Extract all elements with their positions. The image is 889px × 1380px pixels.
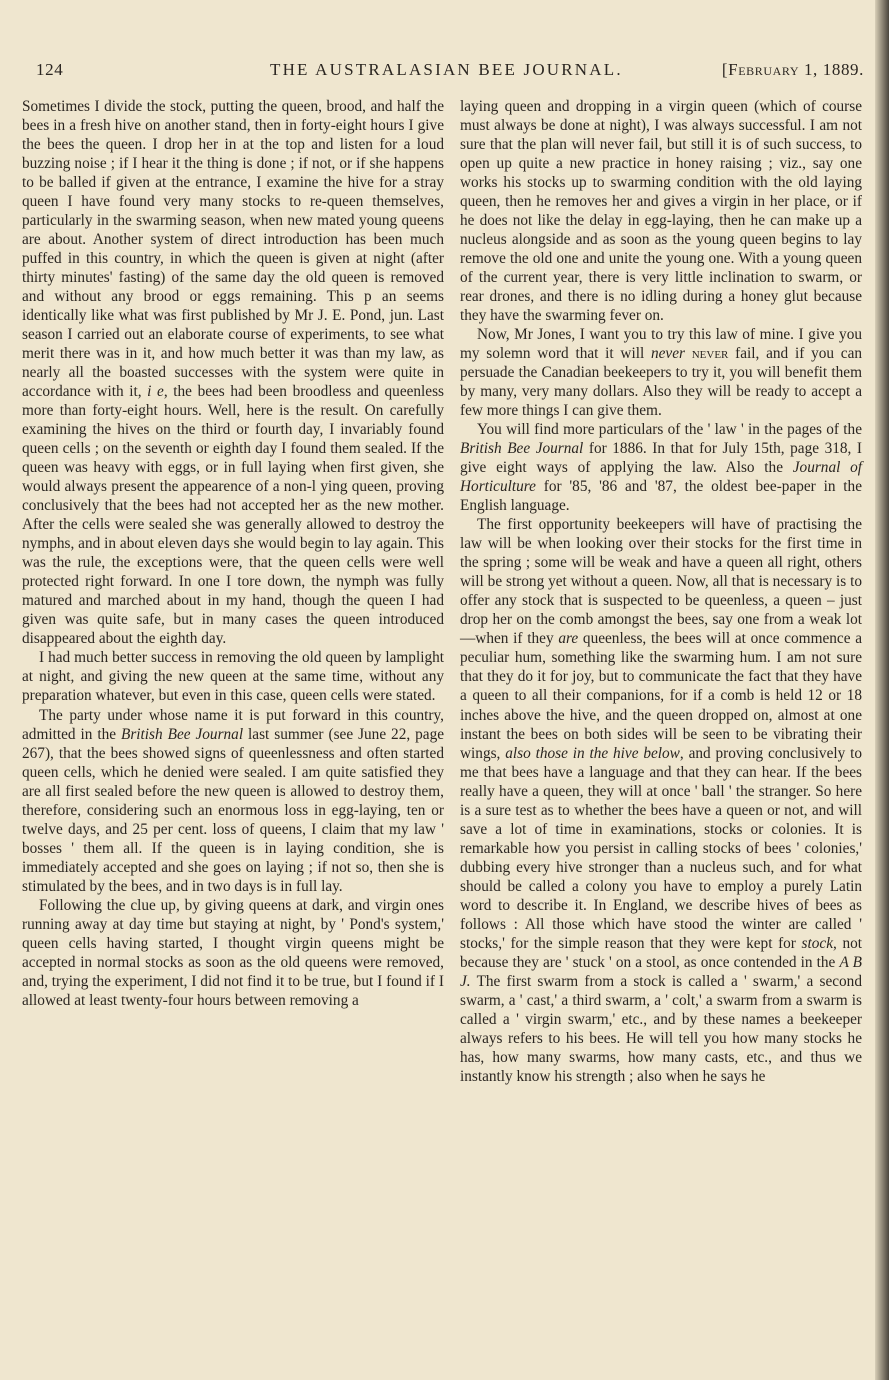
issue-date: [February 1, 1889. [721, 60, 864, 79]
paragraph: You will find more particulars of the ' law ' in the pages of the British Bee Journal for 1886. In that for July 15th, page 318, I give eight ways of applying the law. Also the Journal of Horticulture for '85, '86 and '87, the oldest bee-paper in the English language. [460, 421, 863, 515]
paragraph: I had much better success in removing the old queen by lamplight at night, and giving the new queen at the same time, without any preparation whatever, but even in this case, queen cells were stated. [22, 649, 444, 705]
page-edge-shadow [875, 0, 889, 1380]
running-header [36, 60, 866, 86]
paragraph: Sometimes I divide the stock, putting the queen, brood, and half the bees in a fresh hive on another stand, then in forty-eight hours I give the bees the queen. I drop her in at the top and listen for a loud buzzing noise ; if I hear it the thing is done ; if not, or if she happens to be balled if given at the entrance, I examine the hive for a stray queen I have found very many stocks to re-queen themselves, particularly in the swarming season, when new mated young queens are about. Another system of direct introduction has been much puffed in this country, in which the queen is given at night (after thirty minutes' fasting) of the same day the old queen is removed and without any brood or eggs remaining. This p an seems identically like what was first published by Mr J. E. Pond, jun. Last season I carried out an elaborate course of experiments, to see what merit there was in it, and how much better it was than my law, as nearly all the boasted successes with the system were quite in accordance with it, i e, the bees had been broodless and queenless more than forty-eight hours. Well, here is the result. On carefully examining the hives on the third or fourth day, I invariably found queen cells ; on the seventh or eighth day I found them sealed. If the queen was heavy with eggs, or in full laying when first given, she would always present the appearence of a non-l ying queen, proving conclusively that the bees had not accepted her as the new mother. After the cells were sealed she was generally allowed to destroy the nymphs, and in about eleven days she would begin to lay again. This was the rule, the exceptions were, that the queen cells were well protected right forward. In one I tore down, the nymph was fully matured and marched about in my hand, though the queen I had given was quite safe, but in many cases the queen introduced disappeared about the eighth day. [22, 98, 444, 648]
paragraph: laying queen and dropping in a virgin queen (which of course must always be done at night), I was always successful. I am not sure that the plan will never fail, but still it is of such success, to open up quite a new practice in honey raising ; viz., say one works his stocks up to swarming condition with the old laying queen, then he removes her and gives a virgin in her place, or if he does not like the delay in egg-laying, then he can make up a nucleus alongside and as soon as the young queen begins to lay remove the old one and unite the young one. With a young queen of the current year, there is very little inclination to swarm, or rear drones, and there is no idling during a honey glut because they have the swarming fever on. [460, 98, 862, 325]
paragraph: The first opportunity beekeepers will have of practising the law will be when looking over their stocks for the first time in the spring ; some will be weak and have a queen all right, others will be strong yet without a queen. Now, all that is necessary is to offer any stock that is suspected to be queenless, a queen – just drop her on the comb amongst the bees, say one from a weak lot—when if they are queenless, the bees will at once commence a peculiar hum, something like the swarming hum. I am not sure that they do it for joy, but to communicate the fact that they have a queen to all their companions, for if a comb is held 12 or 18 inches above the hive, and the queen dropped on, almost at one instant the bees on both sides will be seen to be vibrating their wings, also those in the hive below, and proving conclusively to me that bees have a language and that they can hear. If the bees really have a queen, they will at once ' ball ' the stranger. So here is a sure test as to whether the bees have a queen or not, and will save a lot of time in examinations, stocks or colonies. It is remarkable how you persist in calling stocks of bees ' colonies,' dubbing every hive stronger than a nucleus such, and for what should be called a colony you have to employ a purely Latin word to describe it. In England, we describe hives of bees as follows : All those which have stood the winter are called ' stocks,' for the simple reason that they were kept for stock, not because they are ' stuck ' on a stool, as once contended in the A B J. The first swarm from a stock is called a ' swarm,' a second swarm, a ' cast,' a third swarm, a ' colt,' a swarm from a swarm is called a ' virgin swarm,' etc., and by these names a beekeeper always refers to his bees. He will tell you how many stocks he has, how many swarms, how many casts, etc., and thus we instantly know his strength ; also when he says he [460, 516, 863, 1085]
right-column [460, 97, 862, 1086]
page-number: 124 [36, 60, 64, 79]
paragraph: The party under whose name it is put forward in this country, admitted in the British Bee Journal last summer (see June 22, page 267), that the bees showed signs of queenlessness and often started queen cells, which he denied were sealed. I am quite satisfied they are all first sealed before the new queen is allowed to destroy them, therefore, considering such an enormous loss in egg-laying, ten or twelve days, and 25 per cent. loss of queens, I claim that my law ' bosses ' them all. If the queen is in laying condition, she is immediately accepted and she goes on laying ; if not so, then she is stimulated by the bees, and in two days is in full lay. [22, 706, 445, 895]
paragraph: Now, Mr Jones, I want you to try this law of mine. I give you my solemn word that it will never never fail, and if you can persuade the Canadian beekeepers to try it, you will benefit them by many, very many dollars. Also they will be ready to accept a few more things I can give them. [460, 326, 863, 420]
paragraph: Following the clue up, by giving queens at dark, and virgin ones running away at day time but staying at night, by ' Pond's system,' queen cells having started, I thought virgin queens might be accepted in normal stocks as soon as the old queens were removed, and, trying the experiment, I did not find it to be true, but I found if I allowed at least twenty-four hours between removing a [22, 896, 444, 1009]
left-column [22, 97, 444, 1010]
journal-title: THE AUSTRALASIAN BEE JOURNAL. [270, 60, 623, 79]
